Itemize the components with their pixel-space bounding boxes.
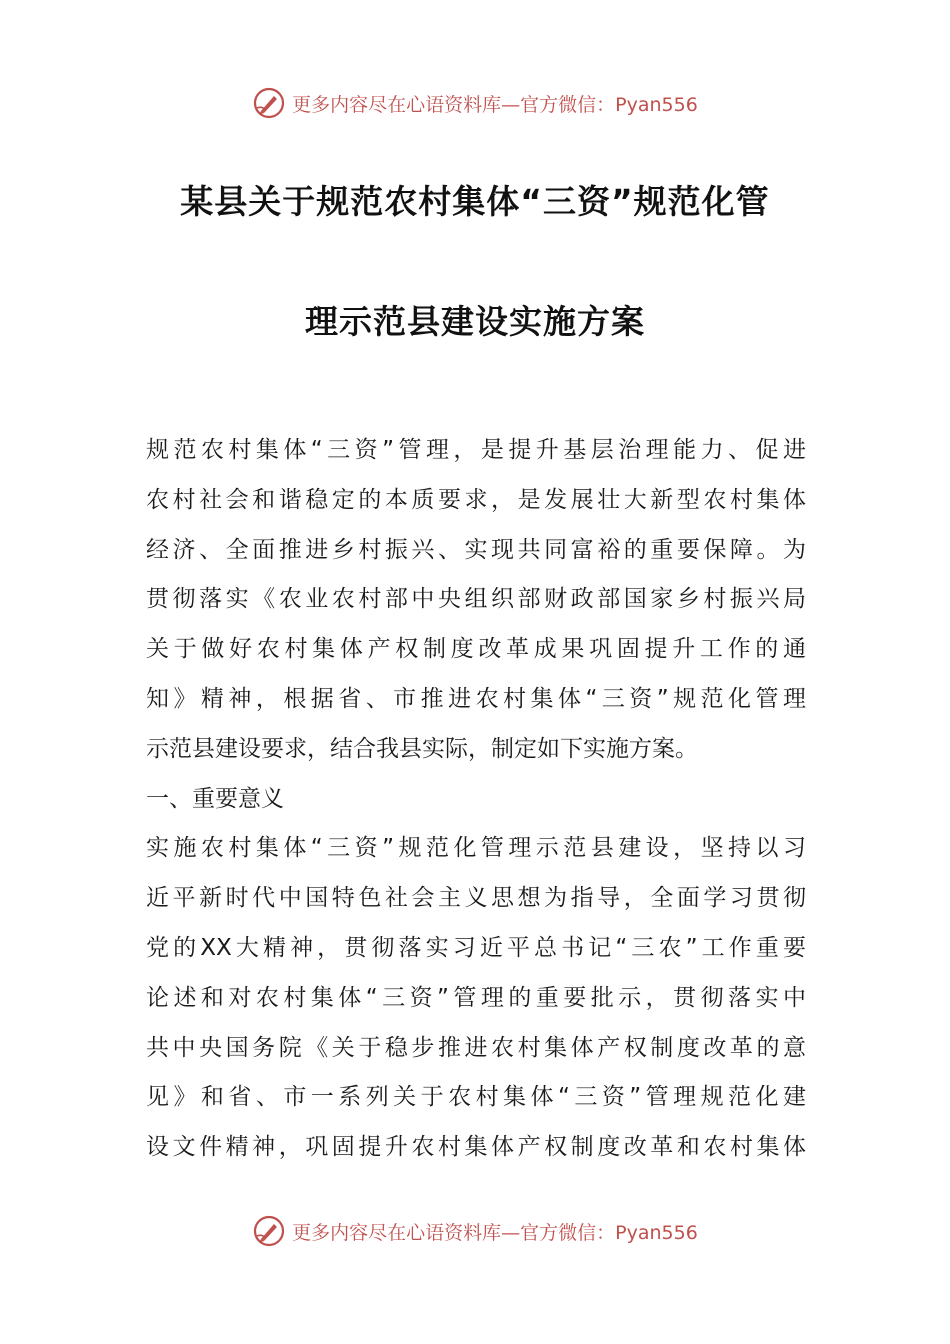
footer-banner-main: 更多内容尽在心语资料库 [292, 1221, 502, 1244]
body-line: 共中央国务院《关于稳步推进农村集体产权制度改革的意 [146, 1034, 806, 1061]
footer-banner-text [292, 1218, 698, 1245]
footer-banner-dash: — [501, 1221, 521, 1244]
header-banner-wechat: 官方微信：Pyan556 [520, 93, 698, 116]
body-line: 党的XX大精神，贯彻落实习近平总书记“三农”工作重要 [146, 934, 806, 961]
body-line: 规范农村集体“三资”管理，是提升基层治理能力、促进 [146, 437, 806, 463]
body-line: 见》和省、市一系列关于农村集体“三资”管理规范化建 [146, 1084, 806, 1111]
section-heading: 一、重要意义 [146, 785, 284, 812]
body-line: 农村社会和谐稳定的本质要求，是发展壮大新型农村集体 [146, 486, 806, 513]
body-line: 知》精神，根据省、市推进农村集体“三资”规范化管理 [146, 685, 806, 712]
header-banner [0, 83, 950, 123]
body-line: 示范县建设要求，结合我县实际，制定如下实施方案。 [146, 735, 698, 762]
header-banner-dash: — [501, 93, 521, 116]
header-banner-main: 更多内容尽在心语资料库 [292, 93, 502, 116]
document-title-line-2: 理示范县建设实施方案 [305, 302, 645, 341]
document-title-line-1: 某县关于规范农村集体“三资”规范化管 [180, 182, 770, 221]
pen-logo-icon [252, 86, 286, 120]
document-body [146, 426, 806, 1173]
pen-logo-icon [252, 1214, 286, 1248]
body-line: 贯彻落实《农业农村部中央组织部财政部国家乡村振兴局 [146, 586, 806, 613]
header-banner-text [292, 90, 698, 117]
body-line: 近平新时代中国特色社会主义思想为指导，全面学习贯彻 [146, 885, 806, 912]
body-line: 经济、全面推进乡村振兴、实现共同富裕的重要保障。为 [146, 536, 806, 563]
body-line: 论述和对农村集体“三资”管理的重要批示，贯彻落实中 [146, 984, 806, 1011]
footer-banner-wechat: 官方微信：Pyan556 [520, 1221, 698, 1244]
footer-banner [0, 1211, 950, 1251]
body-line: 设文件精神，巩固提升农村集体产权制度改革和农村集体 [146, 1134, 806, 1161]
body-line: 关于做好农村集体产权制度改革成果巩固提升工作的通 [146, 636, 806, 663]
body-line: 实施农村集体“三资”规范化管理示范县建设，坚持以习 [146, 835, 806, 862]
